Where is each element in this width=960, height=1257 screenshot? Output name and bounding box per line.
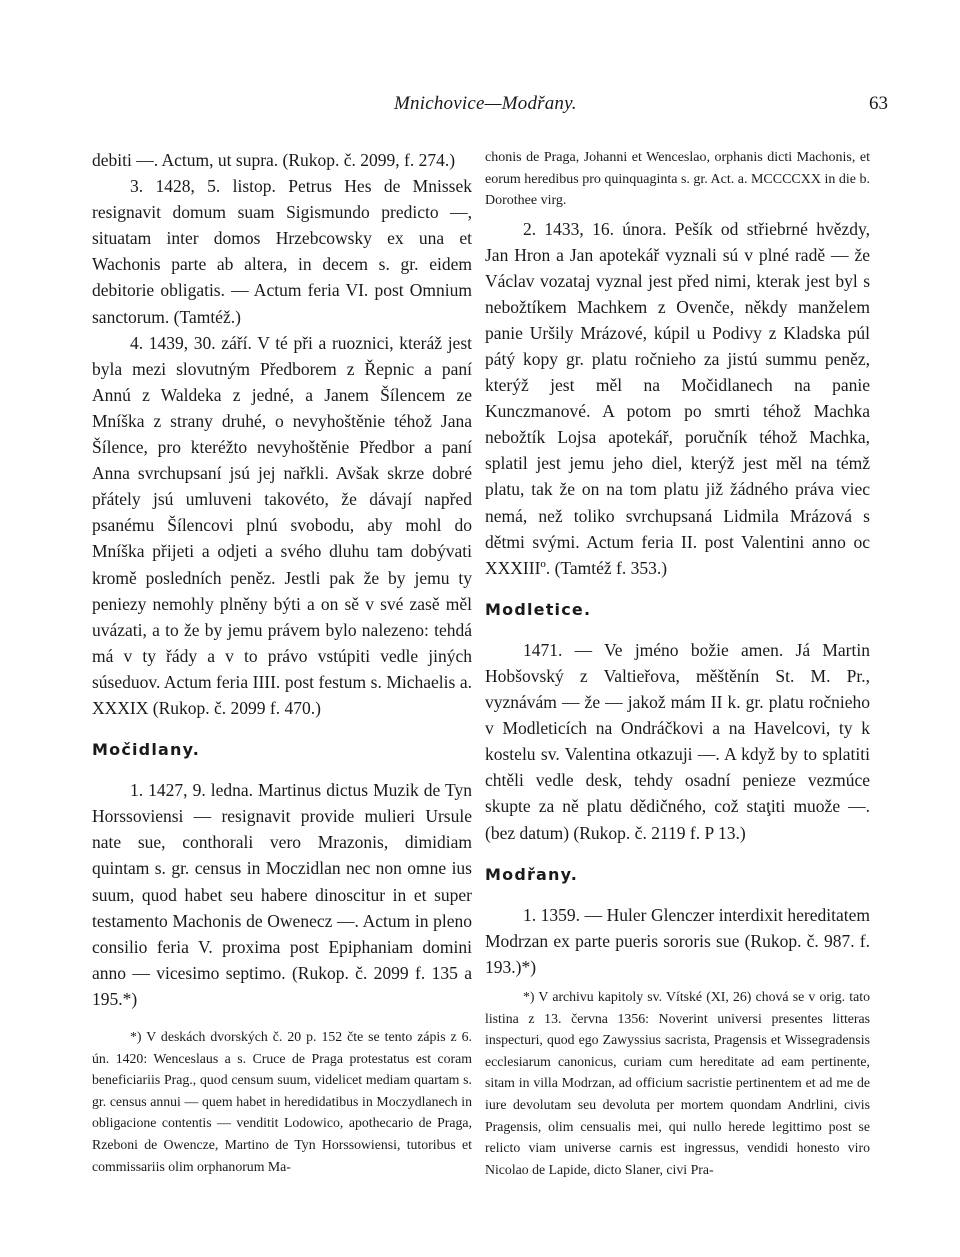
page-number: 63 xyxy=(869,93,888,114)
section-heading-modletice: Modletice. xyxy=(485,599,592,619)
paragraph-mocidlany-2: 2. 1433, 16. února. Pešík od střiebrné hvězdy, Jan Hron a Jan apotekář vyznali sú v plné radě — že Václav vozataj vyznal jest před nimi, kterak jest byl s nebožtíkem Machkem z Ovenče, někdy manželem panie Uršily Mrázové, kúpil u Podivy z Kladska púl pátý kopy gr. platu ročnieho za jistú summu peněz, kterýž jest měl na Močidlanech na panie Kunczmanové. A potom po smrti téhož Machka nebožtík Lojsa apotekář, poručník téhož Machka, splatil jest jemu jeho diel, kterýž jest měl na témž platu, tak že on na tom platu již žádného práva viec nemá, než toliko svrchupsaná Lidmila Mrázová s dětmi svými. Actum feria II. post Valentini anno oc XXXIIIº. (Tamtéž f. 353.) xyxy=(485,218,870,578)
paragraph-entry-3: 3. 1428, 5. listop. Petrus Hes de Mnissek resignavit domum suam Sigismundo predicto —, situatam inter domos Hrzebcowsky ex una et Wachonis parte ab altera, in decem s. gr. eidem debitorie obligatis. — Actum feria VI. post Omnium sanctorum. (Tamtéž.) xyxy=(92,176,472,327)
left-column xyxy=(92,147,472,1177)
footnote-right: *) V archivu kapitoly sv. Vítské (XI, 26) chová se v orig. tato listina z 13. června 1356: Noverint universi presentes litteras inspecturi, quod ego Zawyssius sacrista, Pragensis et Wissegradensis ecclesiarum canonicus, curiam cum hereditate ad eam pertinente, sitam in villa Modrzan, ad officium sacristie pertinentem et ad me de iure devolutam seu devoluta per mortem quondam Andrlini, civis Pragensis, olim censualis mei, qui nullo herede legittimo post se relicto viam universe carnis est ingressus, vendidi honesto viro Nicolao de Lapide, dicto Slaner, civi Pra- xyxy=(485,989,870,1177)
right-column xyxy=(485,147,870,1180)
paragraph-modrany-1: 1. 1359. — Huler Glenczer interdixit hereditatem Modrzan ex parte pueris sororis sue (Rukop. č. 987. f. 193.)*) xyxy=(485,904,870,977)
paragraph-mocidlany-1: 1. 1427, 9. ledna. Martinus dictus Muzik de Tyn Horssoviensi — resignavit provide mulieri Ursule nate sue, conthorali vero Mrazonis, dimidiam quintam s. gr. census in Moczidlan nec non omne ius suum, quod habet seu habere dinoscitur in et super testamento Machonis de Owenecz —. Actum in pleno consilio feria V. proxima post Epiphaniam domini anno — vicesimo septimo. (Rukop. č. 2099 f. 135 a 195.*) xyxy=(92,780,472,1009)
section-heading-modrany: Modřany. xyxy=(485,864,579,884)
running-title: Mnichovice—Modřany. xyxy=(394,93,577,114)
footnote-left: *) V deskách dvorských č. 20 p. 152 čte se tento zápis z 6. ún. 1420: Wenceslaus a s. Cruce de Praga protestatus est coram beneficiariis Prag., quod censum suum, videlicet mediam quartam s. gr. census annui — quem habet in heredidatibus in Moczydlanech in obligacione contentis — venditit Lodowico, apothecario de Praga, Rzeboni de Owencze, Martino de Tyn Horssowiensi, tutoribus et commissariis olim orphanorum Ma- xyxy=(92,1029,472,1174)
paragraph-entry-4: 4. 1439, 30. září. V té při a ruoznici, kteráž jest byla mezi slovutným Předborem z Řepnic a paní Annú z Waldeka z jedné, a Janem Šílencem ze Mníška z strany druhé, o nevyhoštěnie téhož Jana Šílence, pro kteréžto nevyhoštěnie Předbor a paní Anna svrchupsaní jsú jej nařkli. Avšak skrze dobré přátely jsú umluveni takovéto, že dávají napřed psanému Šílencovi plnú svobodu, aby mohl do Mníška přijeti a odjeti a svého dluhu tam dobývati kromě posledních peněz. Jestli pak že by jemu ty peniezy nemohly plněny býti a on sě v své zasě měl uvázati, a to že by jemu právem bylo nalezeno: tehdá má v ty řády a v to právo vstúpiti vedle jiných súseduov. Actum feria IIII. post festum s. Michaelis a. XXXIX (Rukop. č. 2099 f. 470.) xyxy=(92,332,472,718)
paragraph-debiti: debiti —. Actum, ut supra. (Rukop. č. 2099, f. 274.) xyxy=(92,150,456,170)
section-heading-mocidlany: Močidlany. xyxy=(92,740,201,760)
paragraph-chonis: chonis de Praga, Johanni et Wenceslao, orphanis dicti Machonis, et eorum heredibus pro quinquaginta s. gr. Act. a. MCCCCXX in die b. Dorothee virg. xyxy=(485,150,870,208)
running-header xyxy=(0,93,960,121)
paragraph-modletice: 1471. — Ve jméno božie amen. Já Martin Hobšovský z Valtieřova, měštěnín St. M. Pr., vyznávám — že — jakož mám II k. gr. platu ročnieho v Modleticích na Ondráčkovi a na Havelcovi, ty k kostelu sv. Valentina otkazuji —. A když by to splatiti chtěli vedle desk, tehdy osadní penieze vezmúce skupte za ně platu dědičného, což staţiti muože —. (bez datum) (Rukop. č. 2119 f. P 13.) xyxy=(485,639,870,843)
